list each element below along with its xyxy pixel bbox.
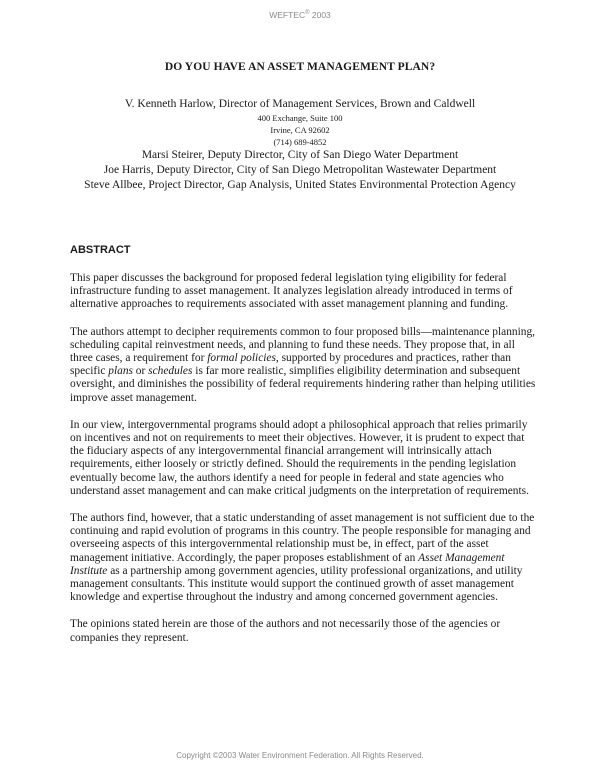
author-steirer: Marsi Steirer, Deputy Director, City of San Diego Water Department: [141, 149, 459, 161]
abstract-paragraph-3: In our view, intergovernmental programs should adopt a philosophical approach that relies primarily on incentives and not on requirements to meet their objectives. However, it is prudent to expect that the fiduciary aspects of any intergovernmental financial arrangement will intrinsically attach requirements, either loosely or strictly defined. Should the requirements in the pending legislation eventually become law, the authors identify a need for people in federal and state agencies who understand asset management and can make critical judgments on the interpretation of requirements.: [70, 418, 529, 497]
running-header: [0, 10, 600, 20]
header-year: 2003: [309, 10, 331, 20]
p2-text-a: The authors attempt to decipher requirements common to four proposed bills—maintenance planning, scheduling capital reinvestment needs, and planning to fund these needs. They propose that, in all three cases, a requirement for: [70, 325, 535, 365]
address-phone: (714) 689-4852: [273, 137, 327, 147]
p2-emphasis-schedules: schedules: [148, 365, 193, 378]
abstract-paragraph-1: This paper discusses the background for proposed federal legislation tying eligibility for federal infrastructure funding to asset management. It analyzes legislation already introduced in terms of alternative approaches to requirements associated with asset management planning and funding.: [70, 272, 513, 311]
registered-mark: ®: [305, 10, 310, 17]
abstract-paragraph-2: [70, 326, 538, 405]
author-harris: Joe Harris, Deputy Director, City of San Diego Metropolitan Wastewater Department: [103, 164, 497, 176]
author-block: [40, 97, 560, 193]
abstract-paragraph-4: [70, 512, 538, 604]
p2-text-d: is far more realistic, simplifies eligibility determination and subsequent oversight, and diminishes the possibility of federal requirements hindering rather than helping utilities improve asset management.: [70, 365, 536, 404]
author-harlow: V. Kenneth Harlow, Director of Management Services, Brown and Caldwell: [124, 98, 476, 110]
p2-emphasis-plans: plans: [108, 365, 133, 378]
address-city: Irvine, CA 92602: [270, 125, 330, 135]
paper-title: DO YOU HAVE AN ASSET MANAGEMENT PLAN?: [164, 61, 436, 73]
p2-text-c: or: [132, 365, 149, 378]
p4-emphasis-institute: Asset Management Institute: [70, 551, 505, 577]
p4-text-b: as a partnership among government agencies, utility professional organizations, and utility management consultants. This institute would support the continued growth of asset management knowledge and expertise throughout the industry and among concerned government agencies.: [70, 564, 523, 604]
header-prefix: WEFTEC: [269, 10, 306, 20]
abstract-paragraph-5: The opinions stated herein are those of the authors and not necessarily those of the agencies or companies they represent.: [70, 618, 501, 644]
p2-text-b: , supported by procedures and practices, rather than specific: [70, 352, 511, 378]
address-street: 400 Exchange, Suite 100: [257, 113, 343, 123]
abstract-heading: ABSTRACT: [70, 244, 131, 256]
p4-text-a: The authors find, however, that a static understanding of asset management is not sufficient due to the continuing and rapid evolution of programs in this country. The people responsible for managing and overseeing aspects of this intergovernmental relationship must be, in effect, part of the asset management initiative. Accordingly, the paper proposes establishment of an: [70, 512, 535, 564]
author-allbee: Steve Allbee, Project Director, Gap Analysis, United States Environmental Protection Agency: [84, 179, 516, 191]
p2-emphasis-formal-policies: formal policies: [207, 352, 276, 365]
abstract-body: [70, 272, 538, 659]
copyright-footer: Copyright ©2003 Water Environment Federation. All Rights Reserved.: [176, 751, 424, 760]
